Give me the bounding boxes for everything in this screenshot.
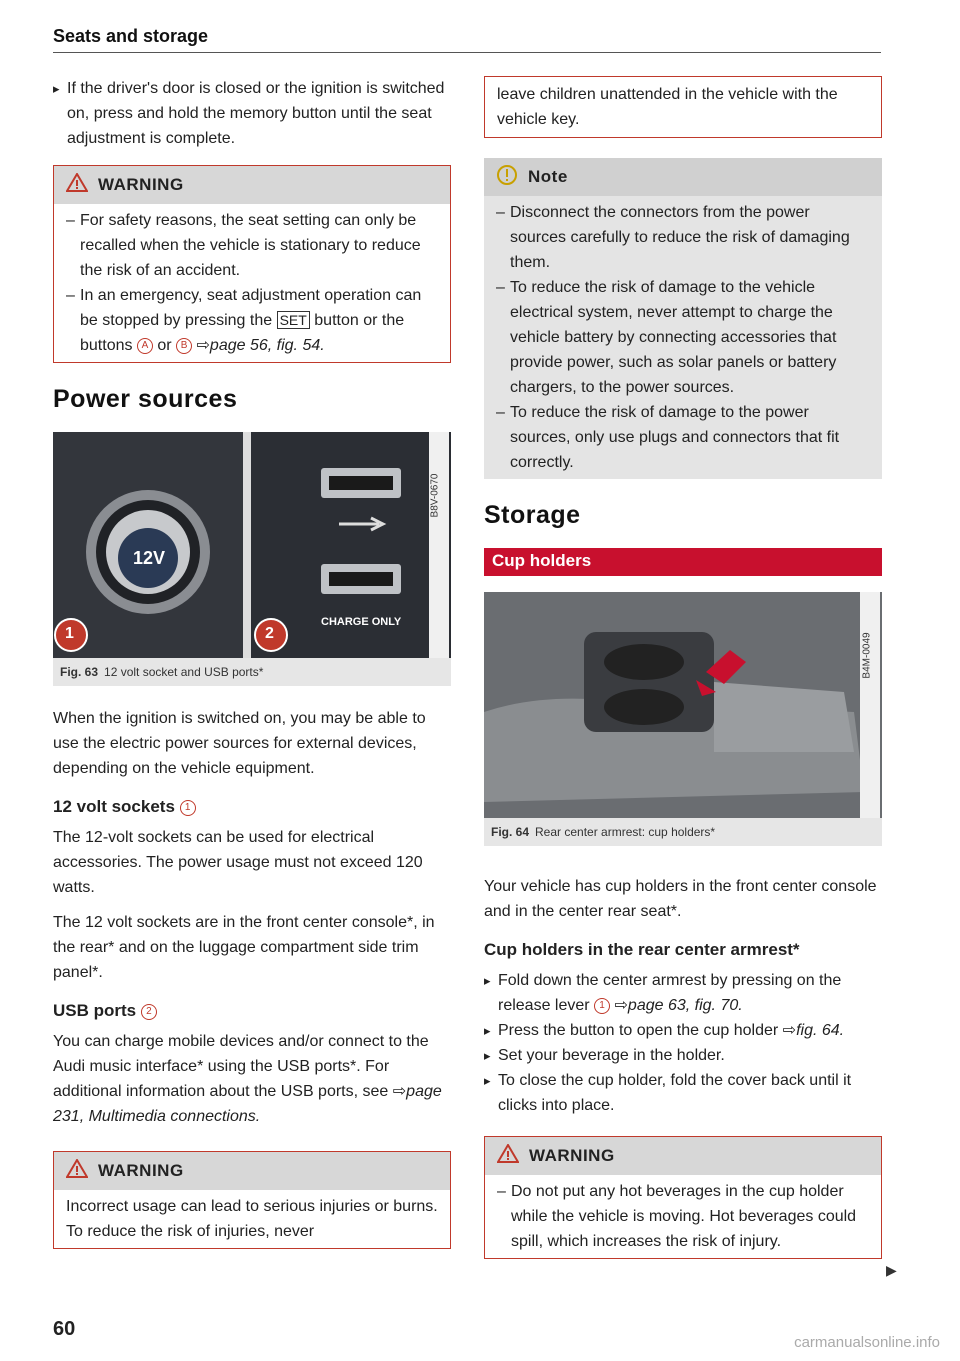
figure-code: B8V-0670 <box>429 432 449 658</box>
charge-only-label: CHARGE ONLY <box>321 616 402 628</box>
paragraph: The 12 volt sockets are in the front center console*, in the rear* and on the luggage compartment side trim panel*. <box>53 914 435 981</box>
warning-title: WARNING <box>98 1161 184 1180</box>
page-reference: page 63, fig. 70. <box>627 997 743 1014</box>
continue-arrow-icon: ▶ <box>886 1262 897 1278</box>
warning-text: Incorrect usage can lead to serious injuries or burns. To reduce the risk of injuries, never <box>66 1198 438 1240</box>
button-a-icon: A <box>137 338 153 354</box>
step: ▸ To close the cup holder, fold the cover back until it clicks into place. <box>484 1068 882 1118</box>
note-item: – To reduce the risk of damage to the vehicle electrical system, never attempt to charge the vehicle battery by connecting accessories that provide power, such as solar panels or battery chargers, to the power sources. <box>496 275 870 400</box>
button-b-icon: B <box>176 338 192 354</box>
armrest-photo <box>484 592 882 818</box>
warning-item: – In an emergency, seat adjustment operation can be stopped by pressing the SET button or the buttons A or B ⇨page 56, fig. 54. <box>66 283 438 358</box>
warning-continued <box>484 76 882 138</box>
warning-title: WARNING <box>529 1146 615 1165</box>
heading-12v: 12 volt sockets 1 <box>53 797 451 817</box>
heading-rear-armrest: Cup holders in the rear center armrest* <box>484 940 800 959</box>
callout-2: 2 <box>265 625 274 642</box>
ref-1-icon: 1 <box>594 998 610 1014</box>
page-reference: page 56, fig. 54. <box>209 337 325 354</box>
figure-caption: Fig. 64 Rear center armrest: cup holders* <box>491 825 716 839</box>
note-item: – To reduce the risk of damage to the power sources, only use plugs and connectors that fit correctly. <box>496 400 870 475</box>
step: ▸ If the driver's door is closed or the ignition is switched on, press and hold the memory button until the seat adjustment is complete. <box>53 76 451 151</box>
section-title: Seats and storage <box>53 26 209 46</box>
heading-storage: Storage <box>484 501 581 529</box>
socket-12v-label: 12V <box>133 548 166 568</box>
section-cup-holders: Cup holders <box>484 548 882 576</box>
footer-watermark: carmanualsonline.info <box>794 1334 940 1351</box>
warning-item: – Do not put any hot beverages in the cup holder while the vehicle is moving. Hot beverages could spill, which increases the risk of injury. <box>497 1179 869 1254</box>
note-title: Note <box>528 167 568 186</box>
warning-icon <box>66 173 88 197</box>
note-item: – Disconnect the connectors from the power sources carefully to reduce the risk of damaging them. <box>496 200 870 275</box>
figure-code: B4M-0049 <box>860 592 880 818</box>
warning-text: leave children unattended in the vehicle with the vehicle key. <box>497 86 838 128</box>
heading-power-sources: Power sources <box>53 385 238 413</box>
paragraph: The 12-volt sockets can be used for electrical accessories. The power usage must not exceed 120 watts. <box>53 829 423 896</box>
paragraph: You can charge mobile devices and/or connect to the Audi music interface* using the USB ports*. For additional information about the USB ports, see ⇨page 231, Multimedia connections. <box>53 1033 442 1125</box>
cup-intro: Your vehicle has cup holders in the front center console and in the center rear seat*. <box>484 878 877 920</box>
figure-63 <box>53 432 451 686</box>
ref-2-icon: 2 <box>141 1004 157 1020</box>
warning-box <box>484 1136 882 1259</box>
power-intro: When the ignition is switched on, you may be able to use the electric power sources for external devices, depending on the vehicle equipment. <box>53 710 426 777</box>
note-box <box>484 158 882 479</box>
warning-title: WARNING <box>98 175 184 194</box>
step: ▸ Fold down the center armrest by pressing on the release lever 1 ⇨page 63, fig. 70. <box>484 968 882 1018</box>
callout-1: 1 <box>65 625 74 642</box>
warning-item: – For safety reasons, the seat setting can only be recalled when the vehicle is stationary to reduce the risk of an accident. <box>66 208 438 283</box>
step: ▸ Press the button to open the cup holder ⇨fig. 64. <box>484 1018 882 1043</box>
warning-box <box>53 1151 451 1249</box>
ref-1-icon: 1 <box>180 800 196 816</box>
right-column <box>484 76 882 1279</box>
left-column <box>53 76 451 1269</box>
page-reference: page 231, Multimedia connections. <box>53 1083 442 1125</box>
figure-64 <box>484 592 882 846</box>
warning-box <box>53 165 451 363</box>
socket-photo <box>53 432 451 658</box>
warning-icon <box>497 1144 519 1168</box>
step: ▸ Set your beverage in the holder. <box>484 1043 882 1068</box>
heading-usb: USB ports 2 <box>53 1001 451 1021</box>
page-header <box>53 26 881 53</box>
page-number: 60 <box>53 1318 76 1340</box>
figure-caption: Fig. 63 12 volt socket and USB ports* <box>60 665 264 679</box>
warning-icon <box>66 1159 88 1183</box>
page-reference: fig. 64. <box>796 1022 845 1039</box>
set-key: SET <box>277 311 310 329</box>
note-icon <box>496 164 518 191</box>
